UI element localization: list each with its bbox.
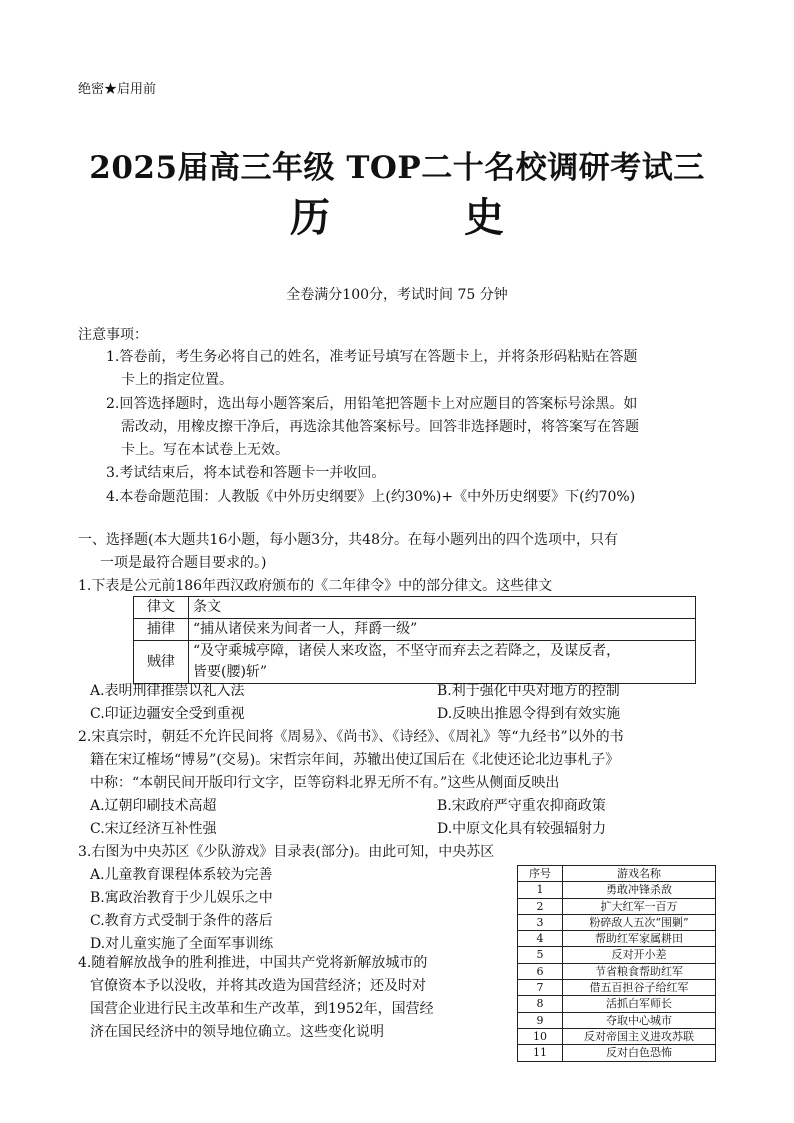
score-time-line: 全卷满分100分，考试时间 75 分钟	[286, 287, 508, 303]
q2-option-a: A.辽朝印刷技术高超	[90, 798, 217, 814]
table-cell: 勇敢冲锋杀敌	[563, 882, 716, 898]
table-cell: 6	[518, 963, 563, 979]
table-cell-line: “及守乘城亭障，诸侯人来攻盗，不坚守而弃去之若降之，及谋反者，	[193, 643, 621, 659]
table-row	[518, 963, 716, 979]
table-row	[518, 914, 716, 930]
table-cell: 2	[518, 898, 563, 914]
notice-heading: 注意事项：	[78, 327, 148, 343]
q1-option-d: D.反映出推恩令得到有效实施	[437, 706, 621, 722]
table-cell: 扩大红军一百万	[563, 898, 716, 914]
q1-law-table	[133, 596, 696, 684]
table-row	[518, 980, 716, 996]
table-header-row	[134, 597, 696, 619]
exam-title: 2025届高三年级 TOP二十名校调研考试三	[89, 150, 705, 186]
notice-item: 3.考试结束后，将本试卷和答题卡一并收回。	[106, 465, 386, 481]
table-cell: 10	[518, 1028, 563, 1044]
table-cell: 反对开小差	[563, 947, 716, 963]
q4-stem-line: 国营企业进行民主改革和生产改革，到1952年，国营经	[90, 1001, 434, 1017]
q1-option-b: B.利于强化中央对地方的控制	[437, 683, 620, 699]
table-row	[518, 1045, 716, 1061]
section-heading-cont: 一项是最符合题目要求的。)	[100, 555, 267, 571]
table-cell: 捕律	[134, 619, 189, 641]
table-cell: 活抓白军师长	[563, 996, 716, 1012]
q1-stem: 1.下表是公元前186年西汉政府颁布的《二年律令》中的部分律文。这些律文	[78, 578, 553, 594]
table-cell: 借五百担谷子给红军	[563, 980, 716, 996]
q2-stem-line: 籍在宋辽榷场“博易”(交易)。宋哲宗年间，苏辙出使辽国后在《北使还论北边事札子》	[90, 752, 620, 768]
table-cell: 夺取中心城市	[563, 1012, 716, 1028]
confidential-mark: 绝密★启用前	[78, 82, 157, 97]
table-cell: 1	[518, 882, 563, 898]
table-cell	[189, 641, 696, 684]
q3-option-c: C.教育方式受制于条件的落后	[90, 913, 273, 929]
table-cell: 帮助红军家属耕田	[563, 931, 716, 947]
table-row	[518, 1028, 716, 1044]
q2-stem-line: 中称：“本朝民间开版印行文字，臣等窃料北界无所不有。”这些从侧面反映出	[90, 775, 560, 791]
table-cell: 7	[518, 980, 563, 996]
table-row	[134, 641, 696, 684]
notice-item: 卡上的指定位置。	[121, 372, 233, 388]
notice-item: 卡上。写在本试卷上无效。	[121, 442, 289, 458]
table-cell-line: 皆要(腰)斩”	[193, 664, 268, 680]
table-cell: 3	[518, 914, 563, 930]
table-row	[518, 947, 716, 963]
table-cell: 粉碎敌人五次“围剿”	[563, 914, 716, 930]
table-header-cell: 律文	[134, 597, 189, 619]
notice-item: 需改动，用橡皮擦干净后，再选涂其他答案标号。回答非选择题时，将答案写在答题	[121, 419, 639, 435]
table-cell: 4	[518, 931, 563, 947]
table-row	[518, 931, 716, 947]
table-row	[518, 898, 716, 914]
table-cell: 11	[518, 1045, 563, 1061]
table-cell: 8	[518, 996, 563, 1012]
table-header-row	[518, 866, 716, 882]
q3-option-b: B.寓政治教育于少儿娱乐之中	[90, 890, 273, 906]
table-cell: 5	[518, 947, 563, 963]
q4-stem-line: 官僚资本予以没收，并将其改造为国营经济；还及时对	[90, 978, 426, 994]
q4-stem-line: 济在国民经济中的领导地位确立。这些变化说明	[90, 1024, 384, 1040]
q4-stem-line: 4.随着解放战争的胜利推进，中国共产党将新解放城市的	[78, 955, 428, 971]
q2-option-b: B.宋政府严守重农抑商政策	[437, 798, 606, 814]
q3-option-d: D.对儿童实施了全面军事训练	[90, 936, 274, 952]
table-header-cell: 序号	[518, 866, 563, 882]
table-cell: 9	[518, 1012, 563, 1028]
q3-game-table	[517, 865, 716, 1062]
section-heading: 一、选择题(本大题共16小题，每小题3分，共48分。在每小题列出的四个选项中，只有	[78, 532, 618, 548]
q1-option-c: C.印证边疆安全受到重视	[90, 706, 245, 722]
table-cell: 节省粮食帮助红军	[563, 963, 716, 979]
q2-option-c: C.宋辽经济互补性强	[90, 821, 217, 837]
q2-stem-line: 2.宋真宗时，朝廷不允许民间将《周易》、《尚书》、《诗经》、《周礼》等“九经书”以外的书	[78, 729, 624, 745]
table-row	[518, 1012, 716, 1028]
q3-option-a: A.儿童教育课程体系较为完善	[90, 867, 273, 883]
table-header-cell: 游戏名称	[563, 866, 716, 882]
subject-title: 历 史	[290, 194, 564, 241]
table-header-cell: 条文	[189, 597, 696, 619]
table-cell: 反对帝国主义进攻苏联	[563, 1028, 716, 1044]
table-row	[518, 996, 716, 1012]
notice-item: 2.回答选择题时，选出每小题答案后，用铅笔把答题卡上对应题目的答案标号涂黑。如	[106, 396, 638, 412]
table-cell: 贼律	[134, 641, 189, 684]
table-row	[518, 882, 716, 898]
notice-item: 4.本卷命题范围：人教版《中外历史纲要》上(约30%)+《中外历史纲要》下(约70%)	[106, 489, 636, 505]
table-cell: 反对白色恐怖	[563, 1045, 716, 1061]
table-row	[134, 619, 696, 641]
q1-option-a: A.表明刑律推崇以礼入法	[90, 683, 245, 699]
q2-option-d: D.中原文化具有较强辐射力	[437, 821, 607, 837]
q3-stem: 3.右图为中央苏区《少队游戏》目录表(部分)。由此可知，中央苏区	[78, 844, 495, 860]
table-cell: “捕从诸侯来为间者一人，拜爵一级”	[189, 619, 696, 641]
notice-item: 1.答卷前，考生务必将自己的姓名，准考证号填写在答题卡上，并将条形码粘贴在答题	[106, 349, 638, 365]
